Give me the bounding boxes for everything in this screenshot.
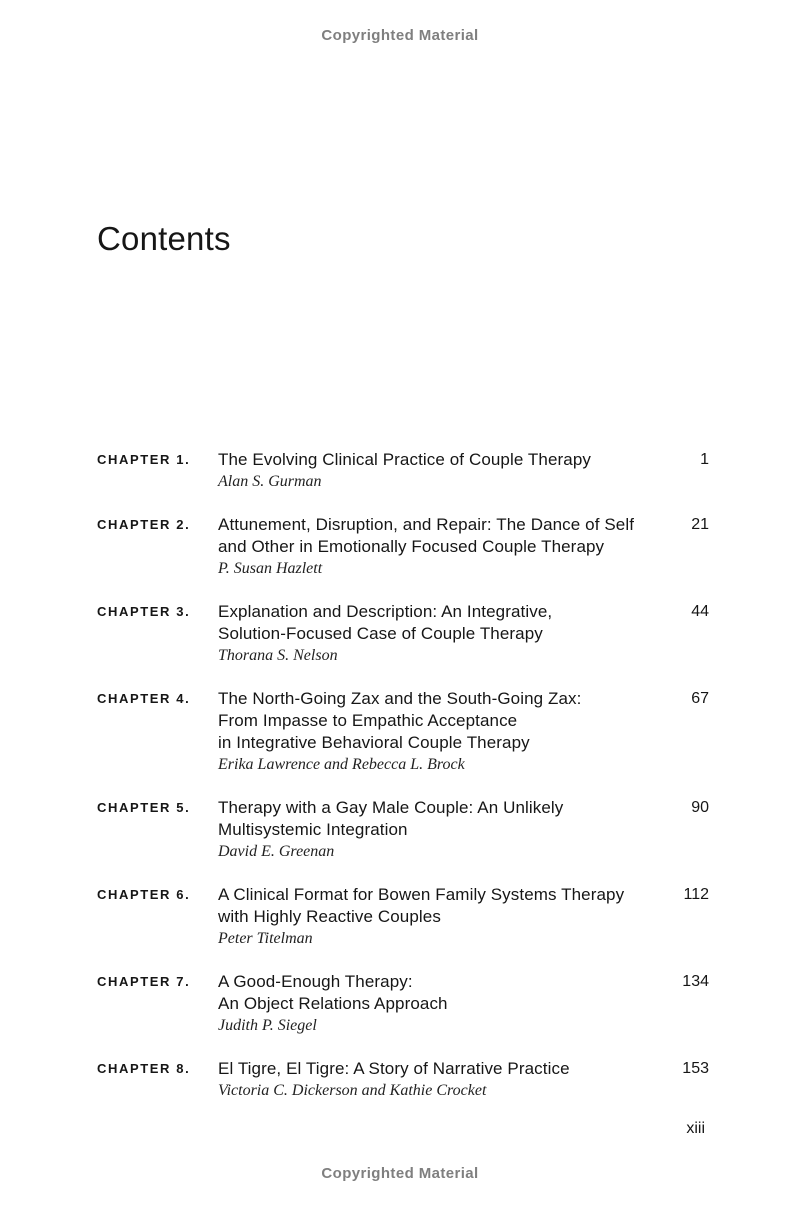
- chapter-label: CHAPTER 8.: [97, 1061, 191, 1076]
- chapter-authors: David E. Greenan: [218, 843, 335, 860]
- chapter-title-line: Solution-Focused Case of Couple Therapy: [218, 624, 543, 643]
- chapter-page-number: 44: [691, 603, 709, 620]
- chapter-authors: Peter Titelman: [218, 930, 313, 947]
- toc-entry: [97, 688, 709, 776]
- chapter-page-number: 1: [700, 451, 709, 468]
- chapter-title-line: A Clinical Format for Bowen Family Systems Therapy: [218, 885, 625, 904]
- chapter-title: [218, 884, 657, 928]
- chapter-authors: P. Susan Hazlett: [218, 560, 323, 577]
- chapter-body: [218, 601, 657, 667]
- chapter-title-line: and Other in Emotionally Focused Couple Therapy: [218, 537, 605, 556]
- chapter-authors: Thorana S. Nelson: [218, 647, 338, 664]
- chapter-authors: Victoria C. Dickerson and Kathie Crocket: [218, 1082, 487, 1099]
- copyright-notice-bottom: Copyrighted Material: [321, 1165, 479, 1182]
- toc-entry: [97, 514, 709, 580]
- chapter-title-line: The Evolving Clinical Practice of Couple Therapy: [218, 450, 591, 469]
- chapter-label: CHAPTER 5.: [97, 800, 191, 815]
- chapter-authors: Erika Lawrence and Rebecca L. Brock: [218, 756, 465, 773]
- toc-entry: [97, 1058, 709, 1102]
- chapter-title-line: Multisystemic Integration: [218, 820, 408, 839]
- chapter-title: [218, 601, 657, 645]
- table-of-contents: [97, 449, 709, 1123]
- page-number: xiii: [686, 1120, 705, 1137]
- chapter-body: [218, 884, 657, 950]
- toc-entry: [97, 449, 709, 493]
- chapter-authors: Judith P. Siegel: [218, 1017, 317, 1034]
- chapter-page-number: 21: [691, 516, 709, 533]
- copyright-notice-top: Copyrighted Material: [321, 27, 479, 44]
- chapter-title-line: El Tigre, El Tigre: A Story of Narrative Practice: [218, 1059, 570, 1078]
- chapter-authors: Alan S. Gurman: [218, 473, 322, 490]
- chapter-title: [218, 514, 657, 558]
- chapter-title-line: with Highly Reactive Couples: [218, 907, 441, 926]
- chapter-title: [218, 1058, 657, 1080]
- toc-entry: [97, 971, 709, 1037]
- toc-entry: [97, 884, 709, 950]
- chapter-title: [218, 797, 657, 841]
- chapter-title-line: Attunement, Disruption, and Repair: The Dance of Self: [218, 515, 635, 534]
- toc-entry: [97, 601, 709, 667]
- chapter-body: [218, 688, 657, 776]
- chapter-page-number: 112: [683, 886, 709, 903]
- chapter-title-line: From Impasse to Empathic Acceptance: [218, 711, 518, 730]
- chapter-page-number: 90: [691, 799, 709, 816]
- chapter-title-line: Explanation and Description: An Integrative,: [218, 602, 553, 621]
- chapter-title-line: The North-Going Zax and the South-Going Zax:: [218, 689, 582, 708]
- chapter-title: [218, 971, 657, 1015]
- chapter-title-line: Therapy with a Gay Male Couple: An Unlikely: [218, 798, 564, 817]
- chapter-page-number: 153: [682, 1060, 709, 1077]
- chapter-title: [218, 688, 657, 754]
- chapter-label: CHAPTER 2.: [97, 517, 191, 532]
- chapter-title-line: A Good-Enough Therapy:: [218, 972, 413, 991]
- chapter-label: CHAPTER 3.: [97, 604, 191, 619]
- toc-entry: [97, 797, 709, 863]
- chapter-label: CHAPTER 7.: [97, 974, 191, 989]
- chapter-body: [218, 514, 657, 580]
- chapter-title-line: in Integrative Behavioral Couple Therapy: [218, 733, 530, 752]
- chapter-page-number: 134: [682, 973, 709, 990]
- chapter-label: CHAPTER 1.: [97, 452, 191, 467]
- chapter-title: [218, 449, 657, 471]
- chapter-body: [218, 971, 657, 1037]
- chapter-body: [218, 1058, 657, 1102]
- chapter-page-number: 67: [691, 690, 709, 707]
- chapter-title-line: An Object Relations Approach: [218, 994, 448, 1013]
- chapter-body: [218, 797, 657, 863]
- chapter-label: CHAPTER 6.: [97, 887, 191, 902]
- chapter-body: [218, 449, 657, 493]
- page-title: Contents: [97, 220, 231, 257]
- chapter-label: CHAPTER 4.: [97, 691, 191, 706]
